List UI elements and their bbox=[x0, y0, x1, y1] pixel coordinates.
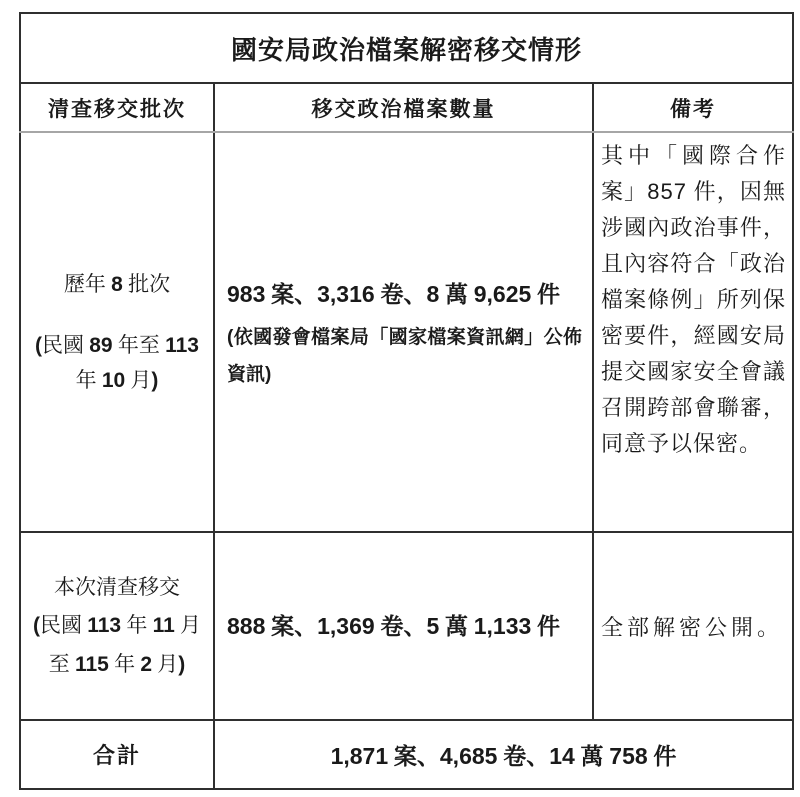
numeral: ( bbox=[35, 333, 42, 357]
numeral: ( bbox=[227, 326, 234, 348]
numeral: 11 bbox=[152, 614, 175, 637]
numeral: 888 bbox=[227, 612, 266, 639]
numeral: 8 bbox=[426, 280, 440, 307]
numeral: 14 bbox=[549, 743, 575, 769]
numeral: 5 bbox=[426, 612, 440, 639]
current-remark-cell: 全部解密公開。 bbox=[593, 532, 793, 720]
numeral: 8 bbox=[111, 272, 123, 296]
numeral: 4,685 bbox=[439, 743, 498, 769]
title-row bbox=[20, 13, 793, 83]
line-gap bbox=[21, 302, 213, 328]
row-history bbox=[20, 132, 793, 532]
history-batch-line-2: (民國 89 年至 113 bbox=[35, 332, 199, 357]
header-remark: 備考 bbox=[593, 83, 793, 132]
current-batch-line-1: 本次清查移交 bbox=[54, 575, 180, 599]
history-batch-line-3: 年 10 月) bbox=[75, 367, 159, 392]
current-amount-value: 888 案、1,369 卷、5 萬 1,133 件 bbox=[227, 612, 561, 639]
numeral: 2 bbox=[140, 653, 153, 676]
row-current bbox=[20, 532, 793, 720]
numeral: 113 bbox=[87, 614, 122, 637]
history-amount-value: 983 案、3,316 卷、8 萬 9,625 件 bbox=[227, 280, 561, 307]
numeral: 1,133 bbox=[473, 612, 532, 639]
numeral: ) bbox=[178, 653, 186, 676]
numeral: 758 bbox=[609, 743, 648, 769]
total-label-cell: 合計 bbox=[20, 720, 214, 789]
history-amount-note: (依國發會檔案局「國家檔案資訊網」公佈資訊) bbox=[227, 326, 582, 385]
numeral: 857 bbox=[647, 179, 687, 204]
numeral: 983 bbox=[227, 280, 266, 307]
numeral: 10 bbox=[101, 368, 126, 392]
header-amount: 移交政治檔案數量 bbox=[214, 83, 593, 132]
header-batch: 清查移交批次 bbox=[20, 83, 214, 132]
numeral: ( bbox=[32, 614, 40, 637]
history-batch-cell bbox=[20, 132, 214, 532]
history-batch-line-1: 歷年 8 批次 bbox=[63, 271, 171, 296]
current-batch-cell bbox=[20, 532, 214, 720]
current-amount-cell bbox=[214, 532, 593, 720]
current-batch-line-3: 至 115 年 2 月) bbox=[48, 652, 186, 676]
history-amount-cell bbox=[214, 132, 593, 532]
numeral: 9,625 bbox=[473, 280, 532, 307]
numeral: 1,369 bbox=[317, 612, 375, 639]
numeral: 113 bbox=[165, 333, 199, 357]
history-remark-cell: 其中「國際合作案」857 件，因無涉國內政治事件，且內容符合「政治檔案條例」所列保密要件，經國安局提交國家安全會議召開跨部會聯審，同意予以保密。 bbox=[593, 132, 793, 532]
footer-row bbox=[20, 720, 793, 789]
current-batch-line-2: (民國 113 年 11 月 bbox=[32, 613, 202, 637]
header-row bbox=[20, 83, 793, 132]
numeral: 3,316 bbox=[317, 280, 375, 307]
transfer-table bbox=[19, 12, 794, 790]
total-value-cell: 1,871 案、4,685 卷、14 萬 758 件 bbox=[214, 720, 793, 789]
numeral: ) bbox=[265, 363, 272, 385]
numeral: 1,871 bbox=[330, 743, 389, 769]
numeral: ) bbox=[151, 368, 159, 392]
numeral: 89 bbox=[89, 333, 113, 357]
table-title: 國安局政治檔案解密移交情形 bbox=[20, 13, 793, 83]
numeral: 115 bbox=[74, 653, 109, 676]
